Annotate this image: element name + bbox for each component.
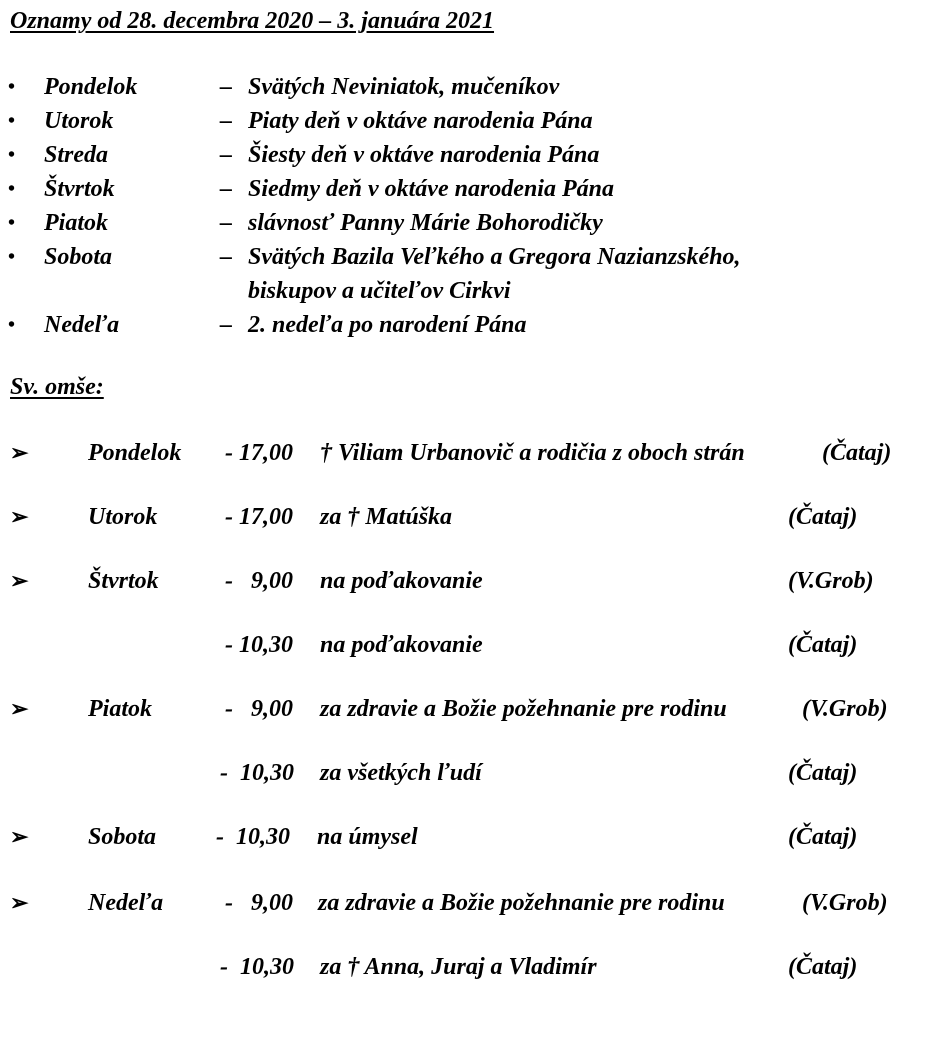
week-feast: Šiesty deň v oktáve narodenia Pána bbox=[248, 142, 600, 168]
week-feast: Svätých Bazila Veľkého a Gregora Nazianzského, bbox=[248, 244, 741, 270]
mass-place: (V.Grob) bbox=[788, 568, 874, 594]
mass-place: (Čataj) bbox=[788, 824, 858, 850]
week-dash: – bbox=[220, 210, 232, 236]
mass-time: - 10,30 bbox=[220, 760, 294, 786]
mass-intention: za † Matúška bbox=[320, 504, 453, 530]
arrow-bullet-icon: ➢ bbox=[10, 890, 29, 915]
week-day: Sobota bbox=[44, 244, 113, 270]
week-day: Štvrtok bbox=[44, 176, 115, 202]
mass-day: Štvrtok bbox=[88, 568, 159, 594]
week-feast: Piaty deň v oktáve narodenia Pána bbox=[248, 108, 593, 134]
mass-place: (Čataj) bbox=[788, 760, 858, 786]
mass-place: (V.Grob) bbox=[802, 696, 888, 722]
mass-time: - 9,00 bbox=[225, 696, 293, 722]
mass-place: (Čataj) bbox=[788, 954, 858, 980]
mass-day: Utorok bbox=[88, 504, 158, 530]
week-day: Streda bbox=[44, 142, 109, 168]
mass-intention: za všetkých ľudí bbox=[320, 760, 482, 786]
arrow-bullet-icon: ➢ bbox=[10, 504, 29, 529]
week-day: Pondelok bbox=[44, 74, 138, 100]
bullet-icon: • bbox=[8, 212, 16, 234]
mass-intention: † Viliam Urbanovič a rodičia z oboch strán bbox=[320, 440, 745, 466]
week-dash: – bbox=[220, 244, 232, 270]
mass-day: Pondelok bbox=[88, 440, 182, 466]
arrow-bullet-icon: ➢ bbox=[10, 568, 29, 593]
mass-intention: za zdravie a Božie požehnanie pre rodinu bbox=[318, 890, 725, 916]
masses-heading: Sv. omše: bbox=[10, 374, 104, 400]
mass-time: - 9,00 bbox=[225, 568, 293, 594]
week-dash: – bbox=[220, 176, 232, 202]
mass-day: Piatok bbox=[88, 696, 152, 722]
mass-intention: na poďakovanie bbox=[320, 568, 483, 594]
mass-place: (Čataj) bbox=[788, 504, 858, 530]
mass-intention: za zdravie a Božie požehnanie pre rodinu bbox=[320, 696, 727, 722]
bullet-icon: • bbox=[8, 110, 16, 132]
mass-time: - 10,30 bbox=[216, 824, 290, 850]
mass-time: - 9,00 bbox=[225, 890, 293, 916]
mass-time: - 10,30 bbox=[225, 632, 293, 658]
week-feast: Siedmy deň v oktáve narodenia Pána bbox=[248, 176, 614, 202]
mass-day: Sobota bbox=[88, 824, 157, 850]
week-dash: – bbox=[220, 74, 232, 100]
bullet-icon: • bbox=[8, 144, 16, 166]
mass-intention: na poďakovanie bbox=[320, 632, 483, 658]
week-feast: slávnosť Panny Márie Bohorodičky bbox=[248, 210, 603, 236]
page-title: Oznamy od 28. decembra 2020 – 3. januára 2021 bbox=[10, 8, 495, 34]
arrow-bullet-icon: ➢ bbox=[10, 696, 29, 721]
mass-place: (Čataj) bbox=[788, 632, 858, 658]
mass-place: (V.Grob) bbox=[802, 890, 888, 916]
mass-day: Nedeľa bbox=[88, 890, 164, 916]
bullet-icon: • bbox=[8, 314, 16, 336]
mass-time: - 17,00 bbox=[225, 504, 293, 530]
mass-time: - 17,00 bbox=[225, 440, 293, 466]
week-day: Nedeľa bbox=[44, 312, 120, 338]
week-day: Utorok bbox=[44, 108, 114, 134]
week-feast: 2. nedeľa po narodení Pána bbox=[248, 312, 527, 338]
bullet-icon: • bbox=[8, 178, 16, 200]
bullet-icon: • bbox=[8, 246, 16, 268]
mass-intention: za † Anna, Juraj a Vladimír bbox=[320, 954, 597, 980]
week-dash: – bbox=[220, 312, 232, 338]
week-dash: – bbox=[220, 108, 232, 134]
week-day: Piatok bbox=[44, 210, 108, 236]
week-feast-continuation: biskupov a učiteľov Cirkvi bbox=[248, 278, 511, 304]
mass-place: (Čataj) bbox=[822, 440, 892, 466]
mass-intention: na úmysel bbox=[317, 824, 418, 850]
mass-time: - 10,30 bbox=[220, 954, 294, 980]
arrow-bullet-icon: ➢ bbox=[10, 824, 29, 849]
arrow-bullet-icon: ➢ bbox=[10, 440, 29, 465]
week-feast: Svätých Neviniatok, mučeníkov bbox=[248, 74, 560, 100]
week-dash: – bbox=[220, 142, 232, 168]
bullet-icon: • bbox=[8, 76, 16, 98]
